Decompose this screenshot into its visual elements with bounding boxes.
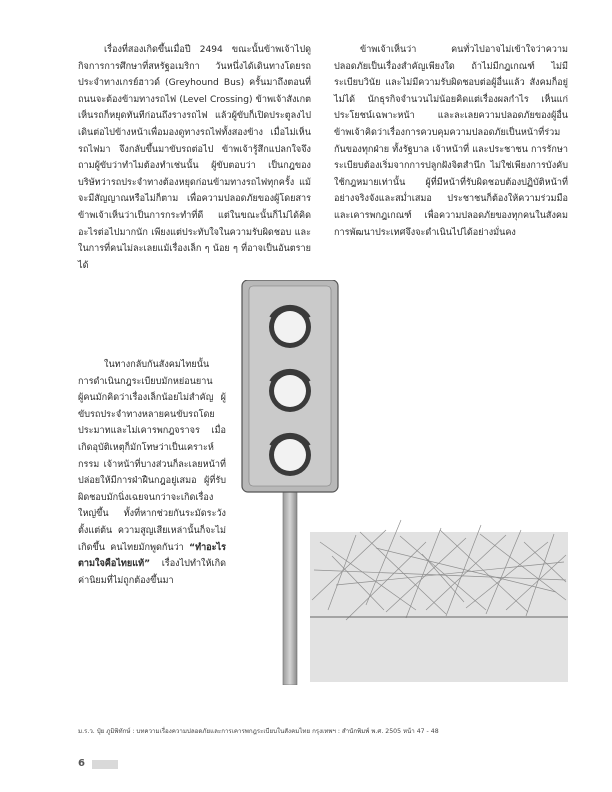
traffic-light-pole [283,470,297,685]
paragraph-thai-society-intro: ในทางกลับกันสังคมไทยนั้น การดำเนินกฎระเบียบมักหย่อนยาน ผู้คนมักคิดว่าเรื่องเล็กน้อยไม่สำคัญ ผู้ขับรถประจำทางหลายคนขับรถโดยประมาทและไม่เคารพกฎจราจร เมื่อเกิดอุบัติเหตุก็มักโทษว่าเป็นเคราะห์กรรม เจ้าหน้าที่บางส่วนก็ละเลยหน้าที่ ปล่อยให้มีการฝ่าฝืนกฎอยู่เสมอ ผู้ที่รับผิดชอบมักนิ่งเฉยจนกว่าจะเกิดเรื่องใหญ่ขึ้น ทั้งที่หากช่วยกันระมัดระวังตั้งแต่ต้น ความสูญเสียเหล่านั้นก็จะไม่เกิดขึ้น คนไทยมักพูดกันว่า [78,360,226,553]
green-lamp-icon [269,434,311,476]
page-number: 6 [78,758,85,769]
paragraph-thai-society-outro: เรื่องไปทำให้เกิดค่านิยมที่ไม่ถูกต้องขึ้นมา [78,559,226,586]
red-lamp-icon [269,306,311,348]
yellow-lamp-icon [269,370,311,412]
paragraph-greyhound-story: เรื่องที่สองเกิดขึ้นเมื่อปี 2494 ขณะนั้นข้าพเจ้าไปดูกิจการการศึกษาที่สหรัฐอเมริกา วันหนึ่งได้เดินทางโดยรถประจำทางเกรย์ฮาวด์ (Greyhound Bus) ครั้นมาถึงตอนที่ถนนจะต้องข้ามทางรถไฟ (Level Crossing) ข้าพเจ้าสังเกตเห็นรถก็หยุดทันทีก่อนถึงรางรถไฟ แล้วผู้ขับก็เปิดประตูลงไปเดินต่อไปข้างหน้าเพื่อมองดูทางรถไฟทั้งสองข้าง เมื่อไม่เห็นรถไฟมา จึงกลับขึ้นมาขับรถต่อไป ข้าพเจ้ารู้สึกแปลกใจจึงถามผู้ขับว่าทำไมต้องทำเช่นนั้น ผู้ขับตอบว่า เป็นกฎของบริษัทว่ารถประจำทางต้องหยุดก่อนข้ามทางรถไฟทุกครั้ง แม้จะมีสัญญาณหรือไม่ก็ตาม เพื่อความปลอดภัยของผู้โดยสาร ข้าพเจ้าเห็นว่าเป็นการกระทำที่ดี แต่ในขณะนั้นก็ไม่ได้คิดอะไรต่อไปมากนัก เพียงแต่ประทับใจในความรับผิดชอบ และในการที่คนไม่ละเลยแม้เรื่องเล็ก ๆ น้อย ๆ ที่อาจเป็นอันตรายได้ [78,45,311,271]
footer-decoration [92,760,118,769]
article-column-left-bottom [78,357,226,589]
article-column-left-top [78,42,311,274]
footnote: ม.ร.ว. ปุ๋ย ภูมิพิทักษ์ : บทความเรื่องความปลอดภัยและการเคารพกฎระเบียบในสังคมไทย กรุงเทพฯ : สำนักพิมพ์ พ.ศ. 2505 หน้า 47 - 48 [78,728,439,735]
article-column-right-top [334,42,568,241]
paragraph-thai-society [78,357,226,589]
quote-highlight: “ทำอะไรตามใจคือไทยแท้” [78,542,226,570]
traffic-light-illustration [236,280,568,685]
paragraph-safety-discussion: ข้าพเจ้าเห็นว่า คนทั่วไปอาจไม่เข้าใจว่าความปลอดภัยเป็นเรื่องสำคัญเพียงใด ถ้าไม่มีกฎเกณฑ์ ไม่มีระเบียบวินัย และไม่มีความรับผิดชอบต่อผู้อื่นแล้ว สังคมก็อยู่ไม่ได้ นักธุรกิจจำนวนไม่น้อยคิดแต่เรื่องผลกำไร เห็นแก่ประโยชน์เฉพาะหน้า และละเลยความปลอดภัยของผู้อื่น ข้าพเจ้าคิดว่าเรื่องการควบคุมความปลอดภัยเป็นหน้าที่ร่วมกันของทุกฝ่าย ทั้งรัฐบาล เจ้าหน้าที่ และประชาชน การรักษาระเบียบต้องเริ่มจากการปลูกฝังจิตสำนึก ไม่ใช่เพียงการบังคับใช้กฎหมายเท่านั้น ผู้ที่มีหน้าที่รับผิดชอบต้องปฏิบัติหน้าที่อย่างจริงจังและสม่ำเสมอ ประชาชนก็ต้องให้ความร่วมมือและเคารพกฎเกณฑ์ เพื่อความปลอดภัยของทุกคนในสังคม การพัฒนาประเทศจึงจะดำเนินไปได้อย่างมั่นคง [334,45,568,238]
